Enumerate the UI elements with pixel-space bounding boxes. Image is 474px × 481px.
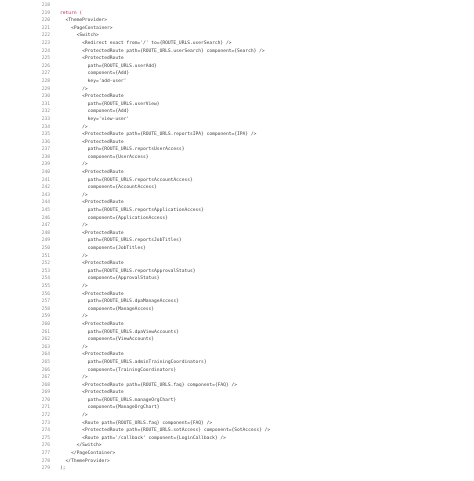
code-line[interactable] — [0, 306, 474, 314]
code-line[interactable] — [0, 298, 474, 306]
code-text: component={UserAccess} — [60, 154, 149, 160]
code-line[interactable] — [0, 329, 474, 337]
line-number: 238 — [41, 154, 50, 160]
code-text: ); — [60, 466, 66, 472]
code-line[interactable] — [0, 124, 474, 132]
line-number: 220 — [41, 18, 50, 24]
line-number: 246 — [41, 215, 50, 221]
line-number: 250 — [41, 246, 50, 251]
line-number: 228 — [41, 78, 50, 84]
line-number: 231 — [41, 101, 50, 107]
line-number: 259 — [41, 314, 50, 320]
line-number: 230 — [41, 94, 50, 100]
code-line[interactable] — [0, 275, 474, 283]
code-line[interactable] — [0, 154, 474, 162]
code-line[interactable] — [0, 222, 474, 230]
code-text: <ProtectedRoute — [60, 170, 124, 176]
code-text: /> — [60, 253, 88, 259]
code-text: /> — [60, 344, 88, 350]
code-text: component={JobTitles} — [60, 246, 146, 251]
line-number: 268 — [41, 382, 50, 388]
code-text: <ProtectedRoute — [60, 200, 124, 206]
line-number: 242 — [41, 185, 50, 191]
code-line[interactable] — [0, 404, 474, 412]
code-text: <ProtectedRoute path={ROUTE_URLS.sotAccess} component={SotAccess} /> — [60, 428, 271, 434]
line-number: 222 — [41, 33, 50, 39]
code-text: path={ROUTE_URLS.reportsJobTitles} — [60, 238, 182, 244]
code-text: <ProtectedRoute — [60, 230, 124, 236]
line-number: 279 — [41, 466, 50, 472]
code-text: <ProtectedRoute — [60, 261, 124, 267]
code-line[interactable] — [0, 48, 474, 56]
line-number: 226 — [41, 63, 50, 69]
code-text: <ProtectedRoute path={ROUTE_URLS.faq} component={FAQ} /> — [60, 382, 238, 388]
line-number: 261 — [41, 329, 50, 335]
code-line[interactable] — [0, 245, 474, 253]
line-number: 247 — [41, 223, 50, 229]
code-text: /> — [60, 413, 88, 419]
code-text: <PageContainer> — [60, 25, 113, 31]
code-line[interactable] — [0, 412, 474, 420]
line-number: 233 — [41, 116, 50, 122]
code-line[interactable] — [0, 313, 474, 321]
line-number: 275 — [41, 435, 50, 441]
code-line[interactable] — [0, 359, 474, 367]
code-line[interactable] — [0, 70, 474, 78]
code-line[interactable] — [0, 63, 474, 71]
code-line[interactable] — [0, 389, 474, 397]
line-number: 270 — [41, 397, 50, 403]
code-line[interactable] — [0, 116, 474, 124]
code-text: </ThemeProvider> — [60, 458, 110, 464]
line-number: 224 — [41, 48, 50, 54]
line-number: 232 — [41, 109, 50, 115]
code-text: key='add-user' — [60, 78, 127, 84]
code-line[interactable] — [0, 199, 474, 207]
code-text: component={TrainingCoordinators} — [60, 367, 177, 373]
line-number: 263 — [41, 344, 50, 350]
line-number: 218 — [41, 3, 50, 8]
line-number: 258 — [41, 306, 50, 312]
code-line[interactable] — [0, 442, 474, 450]
line-number: 262 — [41, 337, 50, 343]
code-text: return ( — [60, 10, 83, 16]
line-number: 221 — [41, 25, 50, 31]
line-number: 249 — [41, 238, 50, 244]
code-text: <Redirect exact from='/' to={ROUTE_URLS.userSearch} /> — [60, 40, 232, 46]
line-number: 234 — [41, 124, 50, 130]
line-number: 244 — [41, 200, 50, 206]
code-line[interactable] — [0, 184, 474, 192]
code-text: key='view-user' — [60, 116, 130, 122]
code-line[interactable] — [0, 161, 474, 169]
code-text: <ThemeProvider> — [60, 18, 108, 24]
line-number: 278 — [41, 458, 50, 464]
code-text: <ProtectedRoute — [60, 139, 124, 145]
code-text: <ProtectedRoute — [60, 94, 124, 100]
code-text: path={ROUTE_URLS.manageOrgChart} — [60, 397, 177, 403]
code-line[interactable] — [0, 336, 474, 344]
code-text: /> — [60, 223, 88, 229]
code-text: path={ROUTE_URLS.dpaViewAccounts} — [60, 329, 179, 335]
code-text: <ProtectedRoute — [60, 321, 124, 327]
code-line[interactable] — [0, 17, 474, 25]
line-number: 255 — [41, 283, 50, 289]
code-line[interactable] — [0, 215, 474, 223]
code-text: path={ROUTE_URLS.reportsApplicationAccess} — [60, 208, 204, 214]
line-number: 223 — [41, 40, 50, 46]
code-line[interactable] — [0, 101, 474, 109]
code-line[interactable] — [0, 177, 474, 185]
code-line[interactable] — [0, 237, 474, 245]
code-text: <ProtectedRoute — [60, 291, 124, 297]
code-line[interactable] — [0, 230, 474, 238]
code-text: <Switch> — [60, 33, 99, 39]
code-text: component={ApplicationAccess} — [60, 215, 168, 221]
code-text: /> — [60, 162, 88, 168]
line-number: 225 — [41, 56, 50, 62]
code-text: /> — [60, 86, 88, 92]
line-number: 235 — [41, 132, 50, 138]
line-number: 276 — [41, 443, 50, 449]
line-number: 272 — [41, 413, 50, 419]
code-line[interactable] — [0, 146, 474, 154]
code-line[interactable] — [0, 192, 474, 200]
code-line[interactable] — [0, 40, 474, 48]
code-text: </Switch> — [60, 443, 102, 449]
code-line[interactable] — [0, 291, 474, 299]
line-number: 254 — [41, 276, 50, 282]
code-line[interactable] — [0, 321, 474, 329]
code-text: component={Add} — [60, 109, 130, 115]
line-number: 257 — [41, 299, 50, 305]
code-line[interactable] — [0, 139, 474, 147]
line-number: 269 — [41, 390, 50, 396]
code-text: <Route path={ROUTE_URLS.faq} component={FAQ} /> — [60, 420, 213, 426]
code-line[interactable] — [0, 450, 474, 458]
code-line[interactable] — [0, 10, 474, 18]
code-line[interactable] — [0, 93, 474, 101]
code-line[interactable] — [0, 253, 474, 261]
code-text: path={ROUTE_URLS.userAdd} — [60, 63, 157, 69]
code-text: path={ROUTE_URLS.reportsApprovalStatus} — [60, 268, 196, 274]
line-number: 277 — [41, 451, 50, 457]
line-number: 252 — [41, 261, 50, 267]
code-line[interactable] — [0, 86, 474, 94]
line-number: 253 — [41, 268, 50, 274]
code-line[interactable] — [0, 283, 474, 291]
line-number: 248 — [41, 230, 50, 236]
code-line[interactable] — [0, 108, 474, 116]
code-line[interactable] — [0, 420, 474, 428]
line-number: 273 — [41, 420, 50, 426]
line-number: 229 — [41, 86, 50, 92]
line-number: 236 — [41, 139, 50, 145]
code-line[interactable] — [0, 32, 474, 40]
code-text: component={AccountAccess} — [60, 185, 157, 191]
code-text: <ProtectedRoute — [60, 390, 124, 396]
code-text: <ProtectedRoute path={ROUTE_URLS.reportsIPA} component={IPA} /> — [60, 132, 257, 138]
line-number: 260 — [41, 321, 50, 327]
code-line[interactable] — [0, 427, 474, 435]
line-number: 239 — [41, 162, 50, 168]
line-number: 245 — [41, 208, 50, 214]
code-line[interactable] — [0, 465, 474, 473]
code-text: /> — [60, 124, 88, 130]
code-text: </PageContainer> — [60, 451, 116, 457]
code-line[interactable] — [0, 260, 474, 268]
code-text: component={ApprovalStatus} — [60, 276, 160, 282]
line-number: 219 — [41, 10, 50, 16]
code-text: component={ManageAccess} — [60, 306, 155, 312]
code-text: component={ManageOrgChart} — [60, 405, 160, 411]
line-number: 265 — [41, 359, 50, 365]
code-line[interactable] — [0, 344, 474, 352]
code-text: path={ROUTE_URLS.userView} — [60, 101, 160, 107]
code-text: <ProtectedRoute — [60, 352, 124, 358]
line-number: 251 — [41, 253, 50, 259]
code-text: path={ROUTE_URLS.dpaManageAccess} — [60, 299, 179, 305]
code-text: <Route path='/callback' component={LoginCallback} /> — [60, 435, 226, 441]
code-line[interactable] — [0, 382, 474, 390]
line-number: 271 — [41, 405, 50, 411]
code-line[interactable] — [0, 367, 474, 375]
code-text: <ProtectedRoute — [60, 56, 124, 62]
code-text: /> — [60, 314, 88, 320]
line-number: 237 — [41, 147, 50, 153]
code-text: path={ROUTE_URLS.reportsAccountAccess} — [60, 177, 193, 183]
line-number: 266 — [41, 367, 50, 373]
code-text: path={ROUTE_URLS.adminTrainingCoordinators} — [60, 359, 207, 365]
line-number: 241 — [41, 177, 50, 183]
code-line[interactable] — [0, 374, 474, 382]
line-number: 240 — [41, 170, 50, 176]
code-text: component={Add} — [60, 71, 130, 77]
line-number: 227 — [41, 71, 50, 77]
code-line[interactable] — [0, 78, 474, 86]
line-number: 274 — [41, 428, 50, 434]
code-line[interactable] — [0, 169, 474, 177]
line-number: 267 — [41, 375, 50, 381]
code-text: <ProtectedRoute path={ROUTE_URLS.userSearch} component={Search} /> — [60, 48, 265, 54]
code-line[interactable] — [0, 435, 474, 443]
code-text: /> — [60, 283, 88, 289]
code-text: path={ROUTE_URLS.reportsUserAccess} — [60, 147, 185, 153]
code-line[interactable] — [0, 207, 474, 215]
line-number: 243 — [41, 192, 50, 198]
code-line[interactable] — [0, 268, 474, 276]
code-line[interactable] — [0, 458, 474, 466]
code-text: /> — [60, 192, 88, 198]
code-text: /> — [60, 375, 88, 381]
code-line[interactable] — [0, 55, 474, 63]
code-line[interactable] — [0, 131, 474, 139]
code-line[interactable] — [0, 351, 474, 359]
code-text: component={ViewAccounts} — [60, 337, 155, 343]
line-number: 264 — [41, 352, 50, 358]
line-number: 256 — [41, 291, 50, 297]
code-line[interactable] — [0, 397, 474, 405]
code-line[interactable] — [0, 25, 474, 33]
code-line[interactable] — [0, 2, 474, 10]
